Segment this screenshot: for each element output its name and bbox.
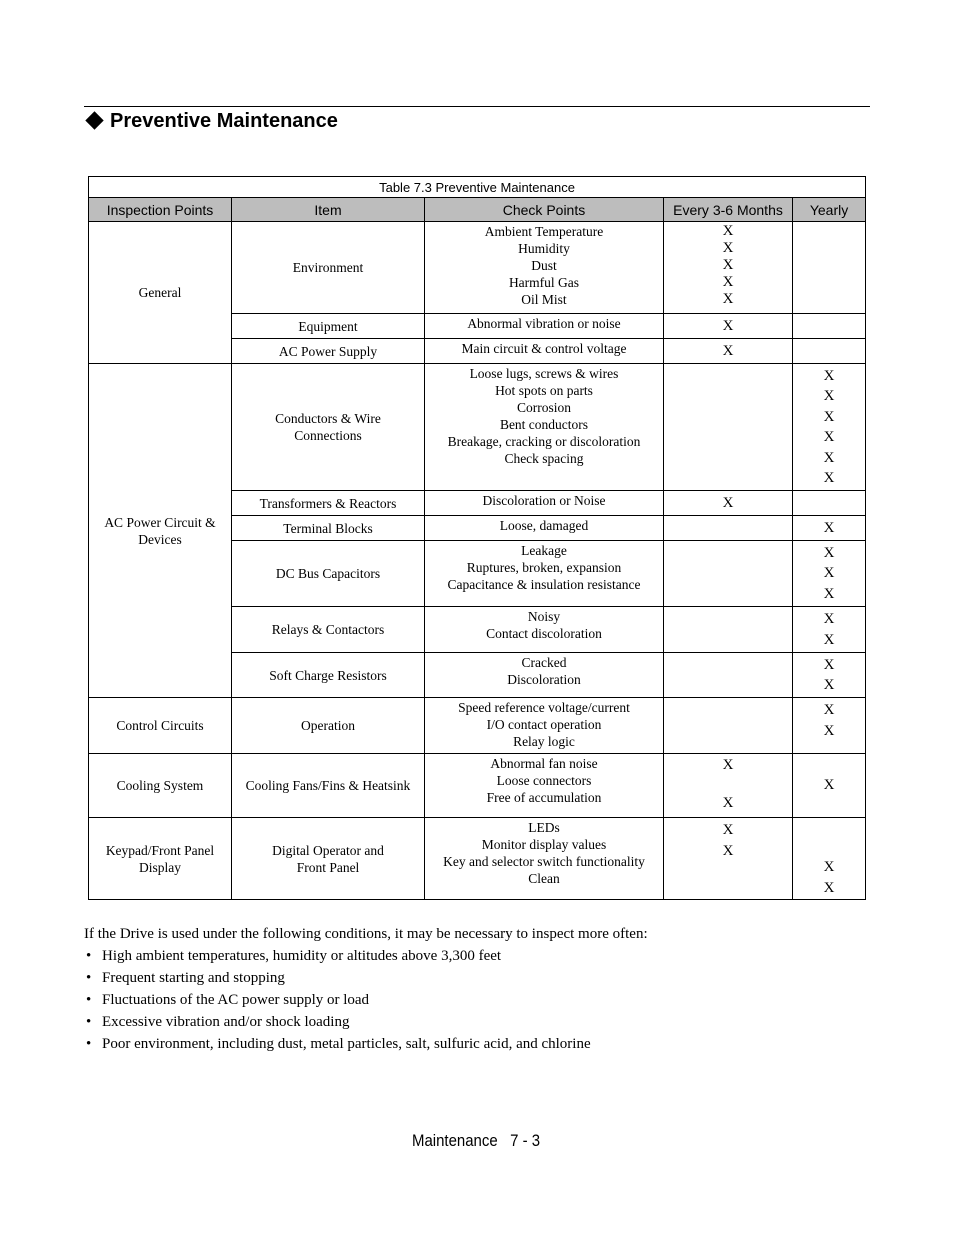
- header-check-points: Check Points: [425, 198, 664, 222]
- table-row: [89, 754, 866, 818]
- inspection-point-control-circuits: Control Circuits: [89, 698, 232, 754]
- bullet-icon: •: [86, 992, 92, 1008]
- monthly-marks: X: [664, 314, 793, 339]
- monthly-marks: [664, 364, 793, 491]
- yearly-marks: [793, 222, 866, 314]
- item-operation: Operation: [232, 698, 425, 754]
- list-item: • Poor environment, including dust, metal particles, salt, sulfuric acid, and chlorine: [86, 1036, 591, 1052]
- monthly-marks: [664, 698, 793, 754]
- inspection-point-cooling-system: Cooling System: [89, 754, 232, 818]
- item-soft-charge-resistors: Soft Charge Resistors: [232, 653, 425, 698]
- inspection-point-general: General: [89, 222, 232, 364]
- item-dc-bus-capacitors: DC Bus Capacitors: [232, 541, 425, 607]
- item-cooling-fans: Cooling Fans/Fins & Heatsink: [232, 754, 425, 818]
- list-item: • High ambient temperatures, humidity or altitudes above 3,300 feet: [86, 948, 502, 964]
- check-points: Discoloration or Noise: [425, 491, 664, 516]
- table-row: [89, 698, 866, 754]
- header-every-3-6-months: Every 3-6 Months: [664, 198, 793, 222]
- check-points: Speed reference voltage/current I/O contact operation Relay logic: [425, 698, 664, 754]
- table-header-row: [89, 198, 866, 222]
- yearly-marks: [793, 314, 866, 339]
- item-ac-power-supply: AC Power Supply: [232, 339, 425, 364]
- check-points: Cracked Discoloration: [425, 653, 664, 698]
- monthly-marks: X: [664, 491, 793, 516]
- table-row: [89, 222, 866, 314]
- monthly-marks: [664, 607, 793, 653]
- check-points: Abnormal vibration or noise: [425, 314, 664, 339]
- yearly-marks: X X: [793, 818, 866, 900]
- yearly-marks: X X: [793, 607, 866, 653]
- check-points: Loose, damaged: [425, 516, 664, 541]
- item-equipment: Equipment: [232, 314, 425, 339]
- header-item: Item: [232, 198, 425, 222]
- heading-text: Preventive Maintenance: [110, 110, 338, 132]
- conditions-list: [84, 946, 591, 1056]
- yearly-marks: [793, 491, 866, 516]
- table-row: [89, 364, 866, 491]
- item-transformers: Transformers & Reactors: [232, 491, 425, 516]
- inspection-point-keypad: Keypad/Front Panel Display: [89, 818, 232, 900]
- monthly-marks: X X: [664, 818, 793, 900]
- bullet-icon: •: [86, 1014, 92, 1030]
- yearly-marks: X: [793, 516, 866, 541]
- yearly-marks: X X X X X X: [793, 364, 866, 491]
- check-points: Loose lugs, screws & wires Hot spots on parts Corrosion Bent conductors Breakage, cracking or discoloration Check spacing: [425, 364, 664, 491]
- check-points: LEDs Monitor display values Key and selector switch functionality Clean: [425, 818, 664, 900]
- yearly-marks: [793, 339, 866, 364]
- check-points: Leakage Ruptures, broken, expansion Capacitance & insulation resistance: [425, 541, 664, 607]
- header-yearly: Yearly: [793, 198, 866, 222]
- intro-paragraph: If the Drive is used under the following conditions, it may be necessary to inspect more often:: [84, 926, 648, 942]
- preventive-maintenance-table: [88, 176, 866, 900]
- inspection-point-ac-power-circuit: AC Power Circuit & Devices: [89, 364, 232, 698]
- bullet-icon: •: [86, 1036, 92, 1052]
- item-terminal-blocks: Terminal Blocks: [232, 516, 425, 541]
- bullet-icon: •: [86, 970, 92, 986]
- list-item: • Excessive vibration and/or shock loading: [86, 1014, 350, 1030]
- yearly-marks: X: [793, 754, 866, 818]
- diamond-icon: [85, 112, 103, 130]
- list-item: • Frequent starting and stopping: [86, 970, 285, 986]
- monthly-marks: X X: [664, 754, 793, 818]
- section-heading: [84, 110, 338, 133]
- item-conductors: Conductors & Wire Connections: [232, 364, 425, 491]
- check-points: Main circuit & control voltage: [425, 339, 664, 364]
- check-points: Ambient Temperature Humidity Dust Harmful Gas Oil Mist: [425, 222, 664, 314]
- monthly-marks: [664, 516, 793, 541]
- check-points: Abnormal fan noise Loose connectors Free of accumulation: [425, 754, 664, 818]
- check-points: Noisy Contact discoloration: [425, 607, 664, 653]
- list-item: • Fluctuations of the AC power supply or load: [86, 992, 370, 1008]
- yearly-marks: X X X: [793, 541, 866, 607]
- bullet-icon: •: [86, 948, 92, 964]
- page-footer: Maintenance 7 - 3: [412, 1131, 541, 1150]
- monthly-marks: X: [664, 339, 793, 364]
- header-inspection-points: Inspection Points: [89, 198, 232, 222]
- table-row: [89, 818, 866, 900]
- yearly-marks: X X: [793, 653, 866, 698]
- top-rule: [84, 106, 870, 107]
- monthly-marks: X X X X X: [664, 222, 793, 314]
- yearly-marks: X X: [793, 698, 866, 754]
- monthly-marks: [664, 653, 793, 698]
- item-environment: Environment: [232, 222, 425, 314]
- item-digital-operator: Digital Operator and Front Panel: [232, 818, 425, 900]
- item-relays-contactors: Relays & Contactors: [232, 607, 425, 653]
- table-caption: Table 7.3 Preventive Maintenance: [89, 177, 866, 198]
- monthly-marks: [664, 541, 793, 607]
